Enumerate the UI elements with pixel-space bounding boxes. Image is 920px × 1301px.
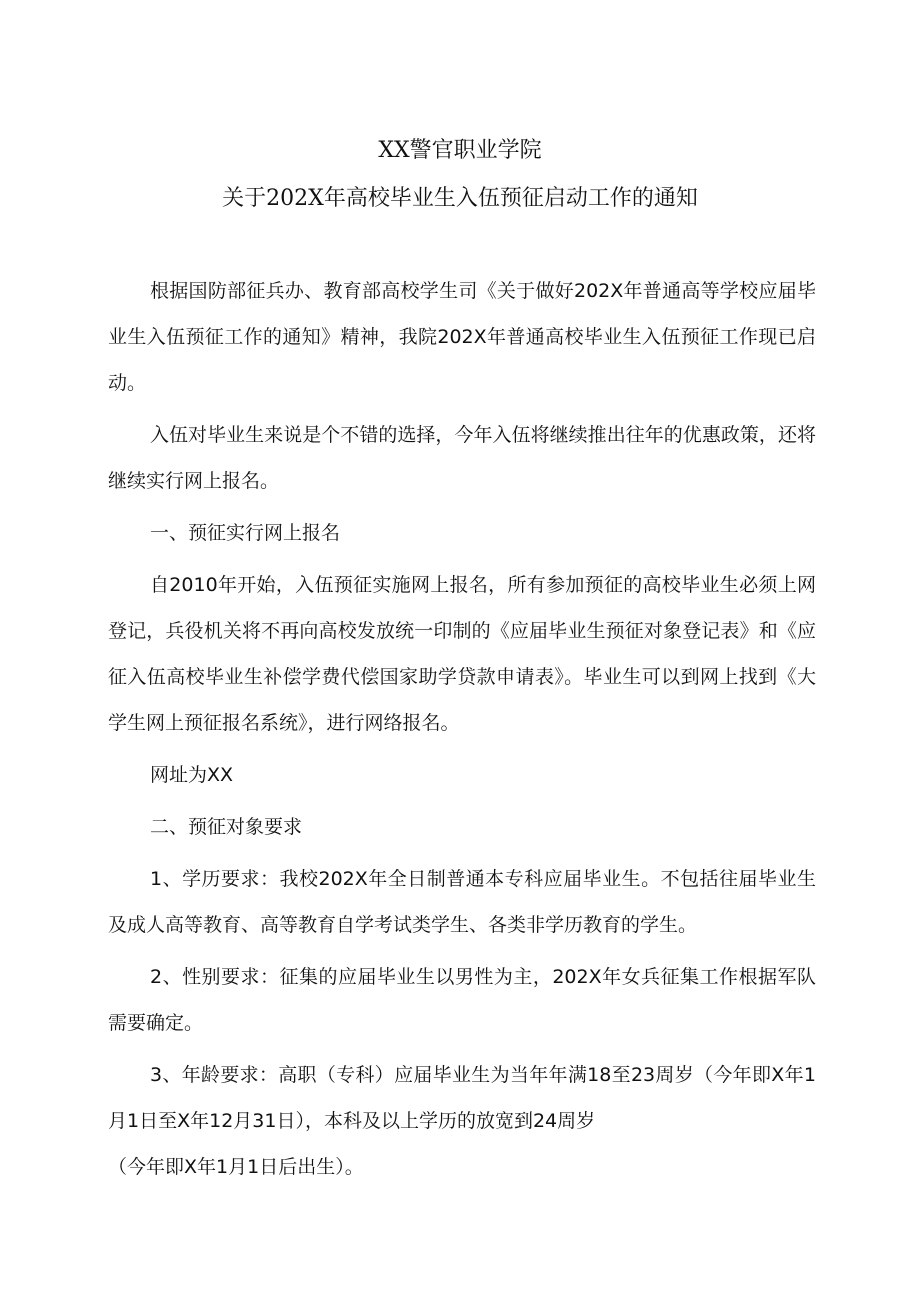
document-title-line-1: [0, 136, 920, 166]
paragraph-benefits: 入伍对毕业生来说是个不错的选择，今年入伍将继续推出往年的优惠政策，还将继续实行网上报名。: [108, 424, 816, 492]
paragraph-age-requirement: 3、年龄要求：高职（专科）应届毕业生为当年年满18至23周岁（今年即X年1月1日至X年12月31日），本科及以上学历的放宽到24周岁: [108, 1064, 816, 1132]
document-body: [108, 268, 816, 1190]
section-heading-2: 二、预征对象要求: [150, 816, 303, 838]
title-line-1-text: XX警官职业学院: [378, 138, 542, 163]
paragraph-age-requirement-continued: （今年即X年1月1日后出生）。: [108, 1156, 364, 1178]
paragraph-website: 网址为XX: [150, 764, 234, 786]
paragraph-intro: 根据国防部征兵办、教育部高校学生司《关于做好202X年普通高等学校应届毕业生入伍预征工作的通知》精神，我院202X年普通高校毕业生入伍预征工作现已启动。: [108, 280, 816, 394]
document-title-line-2: [0, 184, 920, 214]
section-heading-1: 一、预征实行网上报名: [150, 522, 341, 544]
paragraph-online-registration: 自2010年开始，入伍预征实施网上报名，所有参加预征的高校毕业生必须上网登记，兵役机关将不再向高校发放统一印制的《应届毕业生预征对象登记表》和《应征入伍高校毕业生补偿学费代偿国家助学贷款申请表》。毕业生可以到网上找到《大学生网上预征报名系统》，进行网络报名。: [108, 574, 816, 734]
title-line-2-text: 关于202X年高校毕业生入伍预征启动工作的通知: [222, 186, 698, 211]
paragraph-gender-requirement: 2、性别要求：征集的应届毕业生以男性为主，202X年女兵征集工作根据军队需要确定。: [108, 966, 816, 1034]
paragraph-education-requirement: 1、学历要求：我校202X年全日制普通本专科应届毕业生。不包括往届毕业生及成人高等教育、高等教育自学考试类学生、各类非学历教育的学生。: [108, 868, 816, 936]
